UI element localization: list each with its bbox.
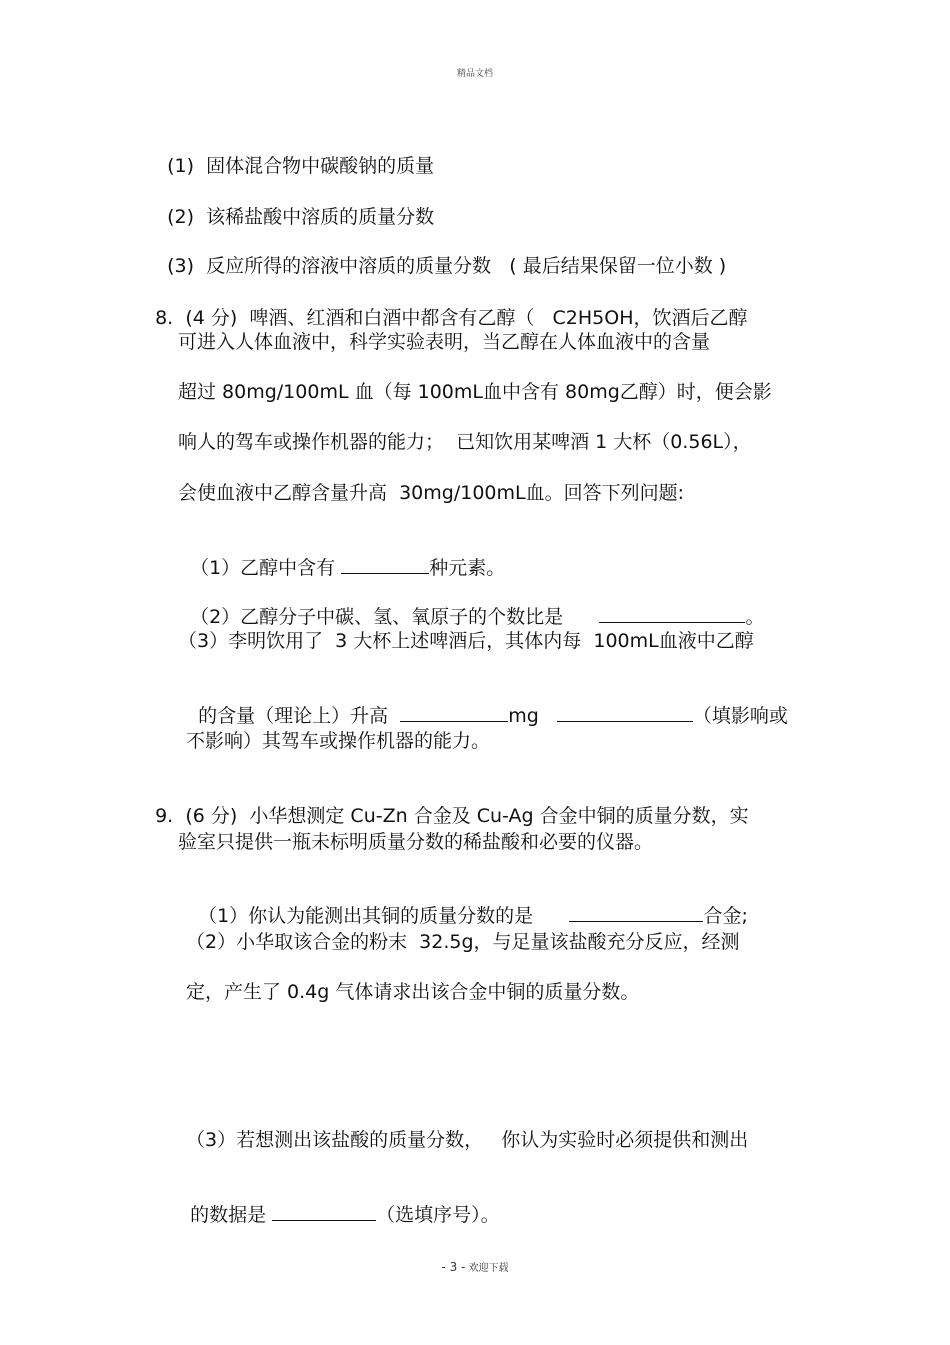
- item-note: ( 最后结果保留一位小数 ): [509, 255, 727, 277]
- page-footer: [0, 1259, 950, 1274]
- q8-number: 8.: [155, 307, 174, 329]
- q8-text-end: ，饮酒后乙醇: [633, 307, 748, 329]
- q9-text: 小华想测定 Cu-Zn 合金及 Cu-Ag 合金中铜的质量分数，实: [249, 805, 749, 827]
- q9-p3-suffix: （选填序号）。: [376, 1204, 500, 1226]
- q8-line-1: [143, 282, 748, 330]
- q8-p2-answer-blank[interactable]: [599, 604, 745, 623]
- footer-text: 欢迎下载: [468, 1263, 509, 1274]
- prev-item-3: [155, 230, 726, 278]
- q8-line-3: 超过 80mg/100mL 血（每 100mL血中含有 80mg乙醇）时，便会影: [178, 381, 772, 403]
- q8-score: (4 分): [185, 307, 238, 329]
- q9-score: (6 分): [185, 805, 238, 827]
- prev-item-1: [155, 130, 434, 178]
- q8-p3-prompt: 的含量（理论上）升高: [198, 705, 389, 727]
- item-number: (1): [167, 155, 195, 177]
- q8-p3-unit: mg: [508, 705, 539, 727]
- q8-part-1: [178, 531, 505, 580]
- item-number: (3): [167, 255, 195, 277]
- q9-number: 9.: [155, 805, 174, 827]
- q9-line-1: [143, 780, 749, 828]
- item-text: 固体混合物中碳酸钠的质量: [206, 155, 435, 177]
- item-number: (2): [167, 206, 195, 228]
- q9-p3-answer-blank[interactable]: [272, 1202, 376, 1221]
- q8-part-3-line-3: 不影响）其驾车或操作机器的能力。: [186, 730, 491, 752]
- q9-p1-answer-blank[interactable]: [569, 903, 703, 922]
- q8-part-3-line-2: [186, 679, 788, 728]
- q9-part-2-line-1: （2）小华取该合金的粉末 32.5g，与足量该盐酸充分反应，经测: [186, 931, 740, 953]
- q8-formula: C2H5OH: [552, 307, 634, 329]
- page-number: - 3 -: [441, 1260, 466, 1274]
- q8-line-4: 响人的驾车或操作机器的能力； 已知饮用某啤酒 1 大杯（0.56L），: [178, 431, 752, 453]
- item-text: 反应所得的溶液中溶质的质量分数: [206, 255, 492, 277]
- q9-part-2-line-2: 定，产生了 0.4g 气体请求出该合金中铜的质量分数。: [186, 981, 640, 1003]
- q8-p3-suffix: （填影响或: [692, 705, 788, 727]
- q8-text: 啤酒、红酒和白酒中都含有乙醇（: [249, 307, 535, 329]
- q9-p1-suffix: 合金;: [703, 905, 748, 927]
- q8-line-5: 会使血液中乙醇含量升高 30mg/100mL血。回答下列问题:: [178, 482, 684, 504]
- q9-p3-prompt: 的数据是: [190, 1204, 267, 1226]
- q8-p3-effect-blank[interactable]: [557, 703, 693, 722]
- header-watermark: 精品文档: [456, 69, 493, 79]
- q9-part-3-line-1: （3）若想测出该盐酸的质量分数， 你认为实验时必须提供和测出: [186, 1129, 749, 1151]
- q9-part-3-line-2: [178, 1178, 500, 1227]
- q8-p2-prompt: （2）乙醇分子中碳、氢、氧原子的个数比是: [190, 606, 564, 628]
- q8-part-3-line-1: （3）李明饮用了 3 大杯上述啤酒后，其体内每 100mL血液中乙醇: [178, 630, 754, 652]
- q9-line-2: 验室只提供一瓶未标明质量分数的稀盐酸和必要的仪器。: [178, 831, 654, 853]
- q9-part-1: [186, 879, 748, 928]
- q8-p3-amount-blank[interactable]: [400, 703, 508, 722]
- q8-part-2: [178, 580, 764, 629]
- q9-p1-prompt: （1）你认为能测出其铜的质量分数的是: [198, 905, 534, 927]
- q8-line-2: 可进入人体血液中，科学实验表明，当乙醇在人体血液中的含量: [178, 331, 711, 353]
- q8-p1-answer-blank[interactable]: [341, 555, 429, 574]
- q8-p1-prompt: （1）乙醇中含有: [190, 557, 336, 579]
- item-text: 该稀盐酸中溶质的质量分数: [206, 206, 435, 228]
- q8-p1-suffix: 种元素。: [429, 557, 506, 579]
- prev-item-2: [155, 181, 434, 229]
- q8-p2-suffix: 。: [745, 606, 765, 628]
